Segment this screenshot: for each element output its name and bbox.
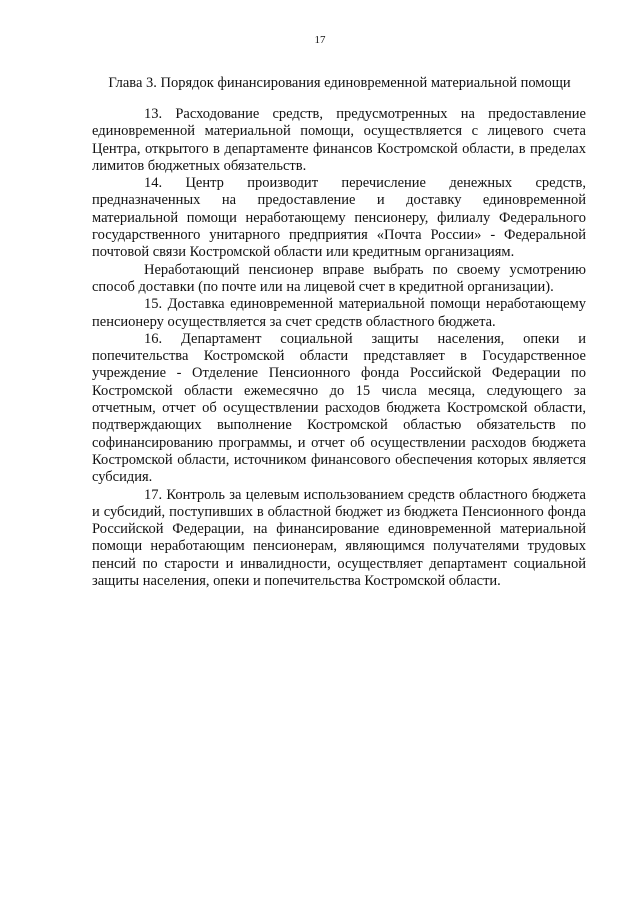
- page-number: 17: [314, 34, 326, 46]
- body-text: [92, 106, 586, 590]
- paragraph-14: 14. Центр производит перечисление денежных средств, предназначенных на предоставление и доставку единовременной материальной помощи неработающему пенсионеру, филиалу Федерального государственного унитарного предприятия «Почта России» - Федеральной почтовой связи Костромской области или кредитным организациям.: [92, 175, 586, 261]
- paragraph-17: 17. Контроль за целевым использованием средств областного бюджета и субсидий, поступивших в областной бюджет из бюджета Пенсионного фонда Российской Федерации, на финансирование единовременной материальной помощи неработающим пенсионерам, являющимся получателями трудовых пенсий по старости и инвалидности, осуществляет департамент социальной защиты населения, опеки и попечительства Костромской области.: [92, 486, 586, 590]
- paragraph-14-delivery-choice: Неработающий пенсионер вправе выбрать по своему усмотрению способ доставки (по почте или на лицевой счет в кредитной организации).: [92, 261, 586, 295]
- chapter-title: Глава 3. Порядок финансирования единовременной материальной помощи: [108, 75, 571, 91]
- paragraph-16: 16. Департамент социальной защиты населения, опеки и попечительства Костромской области представляет в Государственное учреждение - Отделение Пенсионного фонда Российской Федерации по Костромской области ежемесячно до 15 числа месяца, следующего за отчетным, отчет об осуществлении расходов бюджета Костромской области, подтверждающих выполнение Костромской областью обязательств по софинансированию программы, и отчет об осуществлении расходов бюджета Костромской области, источником финансового обеспечения которых является субсидия.: [92, 330, 586, 486]
- paragraph-13: 13. Расходование средств, предусмотренных на предоставление единовременной материальной помощи, осуществляется с лицевого счета Центра, открытого в департаменте финансов Костромской области, в пределах лимитов бюджетных обязательств.: [92, 106, 586, 174]
- paragraph-15: 15. Доставка единовременной материальной помощи неработающему пенсионеру осуществляется за счет средств областного бюджета.: [92, 296, 586, 330]
